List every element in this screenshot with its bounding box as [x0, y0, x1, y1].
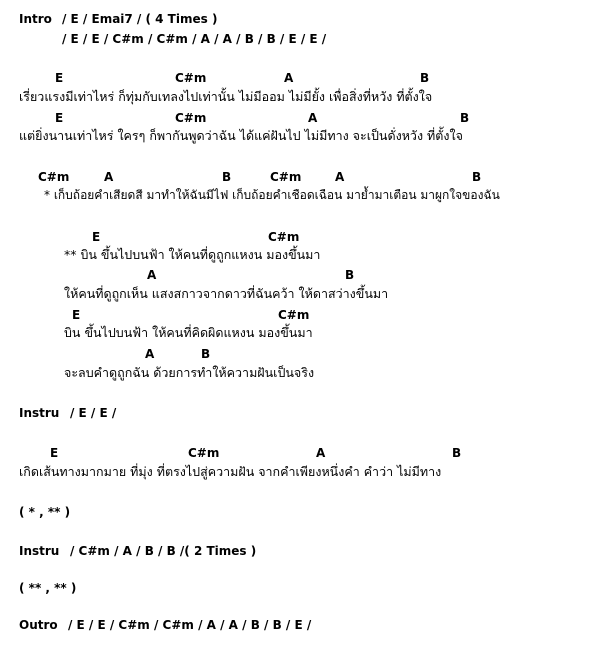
outro-label: Outro: [19, 618, 58, 632]
chord: A: [104, 170, 114, 184]
chord: A: [308, 111, 318, 125]
chord: E: [55, 71, 64, 85]
chord: A: [335, 170, 345, 184]
chord: A: [284, 71, 294, 85]
chord: C#m: [175, 111, 207, 125]
lyric-line: ** บิน ขึ้นไปบนฟ้า ให้คนที่ดูถูกแหงน มองขึ้นมา: [64, 247, 321, 262]
chord: C#m: [38, 170, 70, 184]
chord: B: [222, 170, 232, 184]
chord: A: [147, 268, 157, 282]
lyric-line: จะลบคำดูถูกฉัน ด้วยการทำให้ความฝันเป็นจริง: [64, 365, 315, 380]
chord: C#m: [268, 230, 300, 244]
repeat-marker: ( ** , ** ): [19, 581, 77, 595]
chord: B: [452, 446, 462, 460]
chord: E: [50, 446, 59, 460]
chord: E: [92, 230, 101, 244]
chord: B: [201, 347, 211, 361]
intro-line-1: / E / Emai7 / ( 4 Times ): [62, 12, 218, 26]
instru-chords: / C#m / A / B / B /( 2 Times ): [70, 544, 257, 558]
chord: E: [72, 308, 81, 322]
chord: A: [145, 347, 155, 361]
lyric-line: เรี่ยวแรงมีเท่าไหร่ ก็ทุ่มกับเทลงไปเท่านั้น ไม่มีออม ไม่มียั้ง เพื่อสิ่งที่หวัง ที่ตั้งใจ: [19, 89, 433, 104]
lyric-line: ให้คนที่ดูถูกเห็น แสงสกาวจากดาวที่ฉันคว้า ให้ดาสว่างขึ้นมา: [64, 286, 389, 301]
lyric-line: เกิดเส้นทางมากมาย ที่มุ่ง ที่ตรงไปสู่ความฝัน จากคำเพียงหนึ่งคำ คำว่า ไม่มีทาง: [19, 464, 442, 479]
instru-label: Instru: [19, 544, 60, 558]
chord: B: [460, 111, 470, 125]
lyric-line: บิน ขึ้นไปบนฟ้า ให้คนที่คิดผิดแหงน มองขึ้นมา: [64, 325, 313, 340]
chord: C#m: [270, 170, 302, 184]
outro-chords: / E / E / C#m / C#m / A / A / B / B / E /: [68, 618, 312, 632]
intro-label: Intro: [19, 12, 52, 26]
instru-label: Instru: [19, 406, 60, 420]
lyric-line: * เก็บถ้อยคำเสียดสี มาทำให้ฉันมีไฟ เก็บถ้อยคำเชือดเฉือน มาย้ำมาเตือน มาผูกใจของฉัน: [44, 188, 500, 202]
chord: A: [316, 446, 326, 460]
lyric-line: แต่ยิ่งนานเท่าไหร่ ใครๆ ก็พากันพูดว่าฉัน ได้แค่ฝันไป ไม่มีทาง จะเป็นดั่งหวัง ที่ตั้งใจ: [19, 128, 463, 143]
chord: C#m: [278, 308, 310, 322]
repeat-marker: ( * , ** ): [19, 505, 71, 519]
chord: C#m: [188, 446, 220, 460]
chord: B: [345, 268, 355, 282]
chord: B: [420, 71, 430, 85]
chord: E: [55, 111, 64, 125]
chord: C#m: [175, 71, 207, 85]
intro-line-2: / E / E / C#m / C#m / A / A / B / B / E / E /: [62, 32, 327, 46]
chord: B: [472, 170, 482, 184]
instru-chords: / E / E /: [70, 406, 117, 420]
